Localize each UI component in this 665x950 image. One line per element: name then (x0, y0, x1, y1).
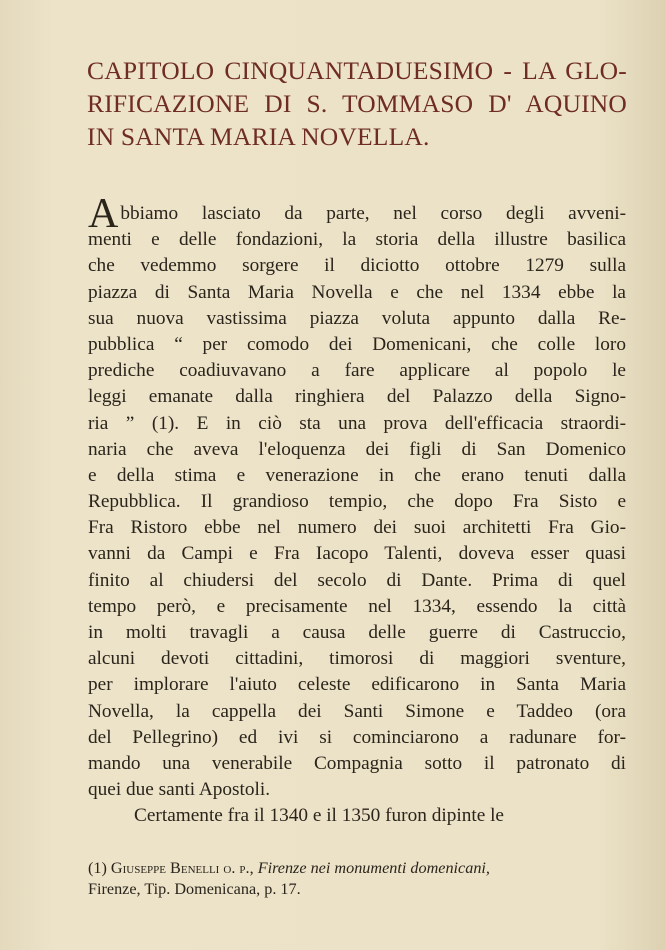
footnote-marker: (1) (88, 859, 107, 877)
paragraph-lines (88, 227, 626, 803)
body-text (88, 191, 626, 830)
second-paragraph-line: Certamente fra il 1340 e il 1350 furon dipinte le (134, 805, 504, 827)
body-line: del Pellegrino) ed ivi si cominciarono a radunare for- (88, 726, 626, 748)
first-line-text: bbiamo lasciato da parte, nel corso degli avveni- (120, 203, 626, 224)
footnote (88, 858, 626, 900)
body-line: finito al chiudersi del secolo di Dante. Prima di quel (88, 569, 626, 591)
body-line: Repubblica. Il grandioso tempio, che dopo Fra Sisto e (88, 491, 626, 513)
body-line: che vedemmo sorgere il diciotto ottobre 1279 sulla (88, 255, 626, 277)
footnote-work: Firenze nei monumenti domenicani, (257, 859, 490, 877)
title-line: RIFICAZIONE DI S. TOMMASO D' AQUINO (87, 89, 627, 118)
body-line: menti e delle fondazioni, la storia della illustre basilica (88, 229, 626, 251)
title-line: IN SANTA MARIA NOVELLA. (87, 122, 430, 151)
body-line: vanni da Campi e Fra Iacopo Talenti, doveva esser quasi (88, 543, 626, 565)
chapter-title (87, 54, 627, 153)
footnote-author: Giuseppe Benelli o. p., (110, 859, 254, 877)
body-line: e della stima e venerazione in che erano tenuti dalla (88, 464, 626, 486)
body-line: tempo però, e precisamente nel 1334, essendo la città (88, 595, 626, 617)
body-line: pubblica “ per comodo dei Domenicani, che colle loro (88, 333, 626, 355)
body-line: mando una venerabile Compagnia sotto il patronato di (88, 752, 626, 774)
footnote-line-1 (88, 858, 626, 879)
drop-cap: A (88, 191, 119, 237)
body-line: piazza di Santa Maria Novella e che nel 1334 ebbe la (88, 281, 626, 303)
body-line: in molti travagli a causa delle guerre di Castruccio, (88, 622, 626, 643)
title-line: CAPITOLO CINQUANTADUESIMO - LA GLO- (87, 56, 627, 85)
body-line: alcuni devoti cittadini, timorosi di maggiori sventure, (88, 648, 626, 670)
body-line: sua nuova vastissima piazza voluta appunto dalla Re- (88, 307, 626, 329)
first-line (88, 191, 626, 237)
body-line: leggi emanate dalla ringhiera del Palazzo della Signo- (88, 386, 626, 408)
body-line: ria ” (1). E in ciò sta una prova dell'efficacia straordi- (88, 412, 626, 434)
body-line: quei due santi Apostoli. (88, 779, 271, 801)
body-line: naria che aveva l'eloquenza dei figli di San Domenico (88, 438, 626, 460)
body-line: prediche coadiuvavano a fare applicare al popolo le (88, 360, 626, 382)
footnote-line-2: Firenze, Tip. Domenicana, p. 17. (88, 880, 301, 898)
body-line: Fra Ristoro ebbe nel numero dei suoi architetti Fra Gio- (88, 517, 626, 539)
body-line: Novella, la cappella dei Santi Simone e Taddeo (ora (88, 700, 626, 722)
body-line: per implorare l'aiuto celeste edificarono in Santa Maria (88, 674, 626, 696)
